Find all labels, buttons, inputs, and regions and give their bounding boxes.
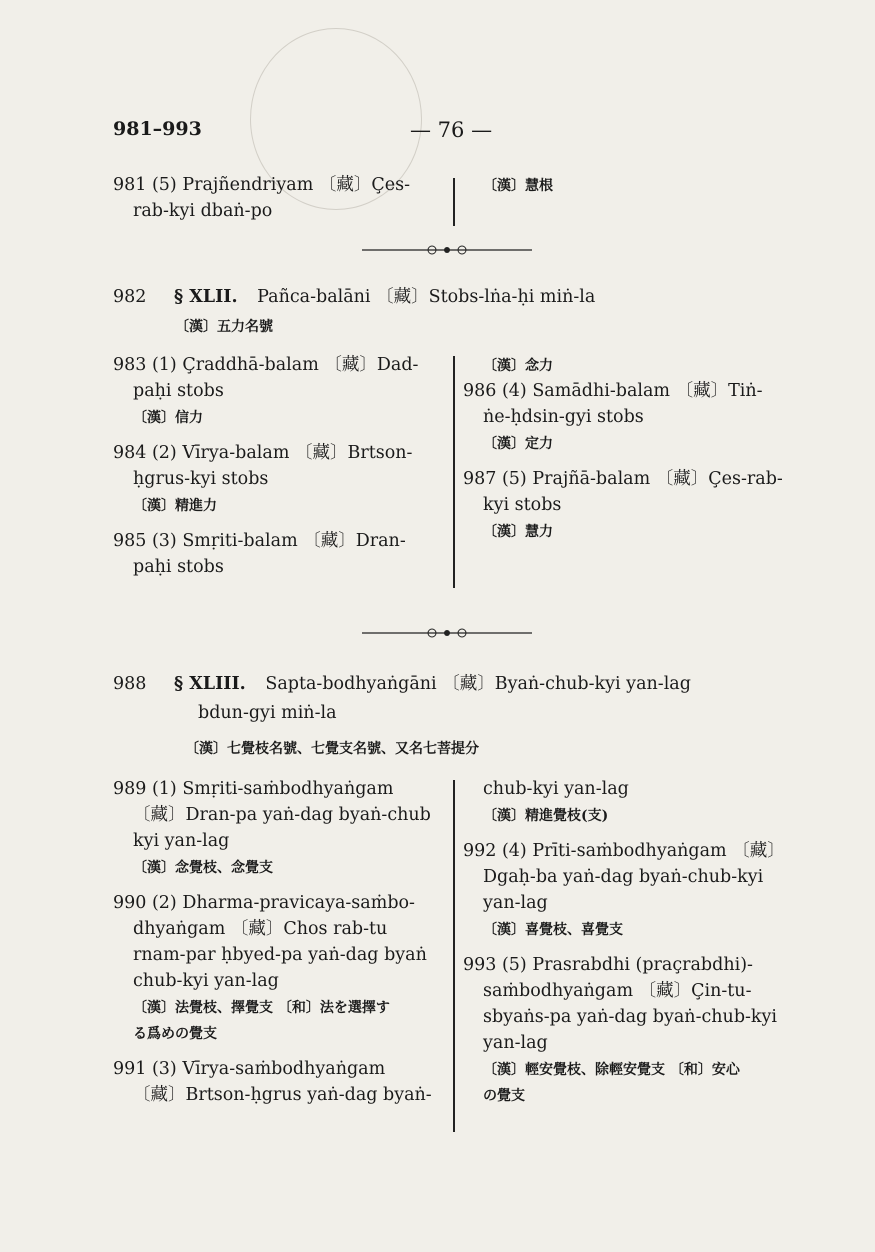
entry-line: 992 (4) Prīti-saṁbodhyaṅgam 〔藏〕 xyxy=(463,841,785,861)
section-heading-42 xyxy=(113,284,595,310)
entry-line: 983 (1) Çraddhā-balam 〔藏〕Dad- xyxy=(113,355,419,375)
chinese-gloss: 〔漢〕輕安覺枝、除輕安覺支 〔和〕安心 xyxy=(483,1062,740,1078)
entry-line: sbyaṅs-pa yaṅ-dag byaṅ-chub-kyi xyxy=(483,1007,778,1027)
chinese-gloss: 〔漢〕定力 xyxy=(483,436,553,452)
entry-line: 984 (2) Vīrya-balam 〔藏〕Brtson- xyxy=(113,443,413,463)
entry-line: 986 (4) Samādhi-balam 〔藏〕Tiṅ- xyxy=(463,381,763,401)
entry-line: 990 (2) Dharma-pravicaya-saṁbo- xyxy=(113,893,415,913)
block2-left-column xyxy=(113,352,448,580)
entry-line: chub-kyi yan-lag xyxy=(133,971,279,991)
block1-right-column xyxy=(483,172,803,198)
entry-line: chub-kyi yan-lag xyxy=(483,779,629,799)
ornament-divider xyxy=(362,627,532,639)
chinese-gloss: 〔漢〕精進覺枝(支) xyxy=(483,808,609,824)
section-heading-43 xyxy=(113,671,691,697)
entry-line: 〔藏〕Brtson-ḥgrus yaṅ-dag byaṅ- xyxy=(133,1085,432,1105)
chinese-gloss: 〔漢〕信力 xyxy=(133,410,203,426)
section-label: § XLII. xyxy=(173,287,238,307)
chinese-gloss: る爲めの覺支 xyxy=(133,1026,217,1042)
entry-line: ḥgrus-kyi stobs xyxy=(133,469,269,489)
section-chinese-gloss: 〔漢〕七覺枝名號、七覺支名號、又名七菩提分 xyxy=(185,741,479,757)
chinese-gloss: 〔漢〕精進力 xyxy=(133,498,217,514)
entry-line: yan-lag xyxy=(483,1033,548,1053)
entry-line: rnam-par ḥbyed-pa yaṅ-dag byaṅ xyxy=(133,945,427,965)
chinese-gloss: 〔漢〕念覺枝、念覺支 xyxy=(133,860,273,876)
block2-right-column xyxy=(463,352,793,544)
entry-line: 987 (5) Prajñā-balam 〔藏〕Çes-rab- xyxy=(463,469,783,489)
chinese-gloss: 〔漢〕慧力 xyxy=(483,524,553,540)
entry-line: saṁbodhyaṅgam 〔藏〕Çin-tu- xyxy=(483,981,752,1001)
column-divider xyxy=(453,178,455,226)
entry-line: ṅe-ḥdsin-gyi stobs xyxy=(483,407,644,427)
entry-line: paḥi stobs xyxy=(133,557,224,577)
block1-left-column xyxy=(113,172,448,224)
block3-right-column xyxy=(463,776,793,1108)
section-entry-number: 982 xyxy=(113,287,147,307)
chinese-gloss: 〔漢〕念力 xyxy=(483,358,553,374)
section-label: § XLIII. xyxy=(173,674,246,694)
column-divider xyxy=(453,780,455,1132)
entry-line: dhyaṅgam 〔藏〕Chos rab-tu xyxy=(133,919,388,939)
column-divider xyxy=(453,356,455,588)
page-number: — 76 — xyxy=(410,118,493,142)
section-chinese-gloss: 〔漢〕五力名號 xyxy=(175,319,273,335)
entry-line: 993 (5) Prasrabdhi (praçrabdhi)- xyxy=(463,955,753,975)
entry-line: rab-kyi dbaṅ-po xyxy=(133,201,273,221)
section-title: Pañca-balāni 〔藏〕Stobs-lṅa-ḥi miṅ-la xyxy=(257,287,596,307)
entry-line: 〔藏〕Dran-pa yaṅ-dag byaṅ-chub xyxy=(133,805,431,825)
entry-line: yan-lag xyxy=(483,893,548,913)
entry-line: kyi stobs xyxy=(483,495,562,515)
entry-line: Dgaḥ-ba yaṅ-dag byaṅ-chub-kyi xyxy=(483,867,764,887)
block3-left-column xyxy=(113,776,448,1108)
section-title: Sapta-bodhyaṅgāni 〔藏〕Byaṅ-chub-kyi yan-lag xyxy=(265,674,691,694)
entry-line: 985 (3) Smṛiti-balam 〔藏〕Dran- xyxy=(113,531,406,551)
entry-range: 981–993 xyxy=(113,118,202,140)
entry-line: kyi yan-lag xyxy=(133,831,230,851)
entry-line: 991 (3) Vīrya-saṁbodhyaṅgam xyxy=(113,1059,386,1079)
entry-line: 981 (5) Prajñendriyam 〔藏〕Çes- xyxy=(113,175,410,195)
section-title-line2: bdun-gyi miṅ-la xyxy=(198,703,337,723)
chinese-gloss: 〔漢〕法覺枝、擇覺支 〔和〕法を選擇す xyxy=(133,1000,390,1016)
ornament-divider xyxy=(362,244,532,256)
entry-line: paḥi stobs xyxy=(133,381,224,401)
chinese-gloss: 〔漢〕喜覺枝、喜覺支 xyxy=(483,922,623,938)
section-entry-number: 988 xyxy=(113,674,147,694)
chinese-gloss: 〔漢〕慧根 xyxy=(483,178,553,194)
chinese-gloss: の覺支 xyxy=(483,1088,525,1104)
entry-line: 989 (1) Smṛiti-saṁbodhyaṅgam xyxy=(113,779,394,799)
